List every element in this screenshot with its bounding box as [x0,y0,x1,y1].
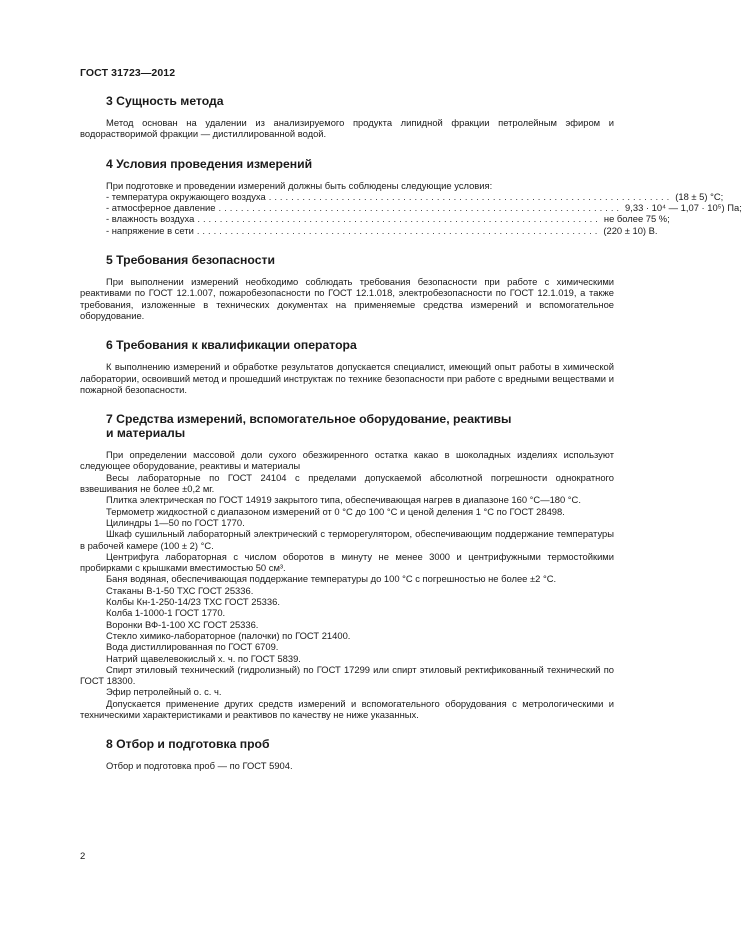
list-item: Термометр жидкостной с диапазоном измерений от 0 °С до 100 °С и ценой деления 1 °С по ГОСТ 28498. [106,505,565,517]
list-item: Колбы Кн-1-250-14/23 ТХС ГОСТ 25336. [106,596,280,608]
list-item: Воронки ВФ-1-100 ХС ГОСТ 25336. [106,618,259,630]
condition-value: не более 75 %; [603,213,670,225]
condition-value: (220 ± 10) В. [603,224,658,236]
section-5 [80,253,614,321]
section-3 [80,94,614,140]
section-7-title-line1: 7 Средства измерений, вспомогательное оборудование, реактивы [106,412,512,427]
leader-dots: ........................................................................ [218,202,623,214]
condition-humidity [80,213,670,225]
list-item: Спирт этиловый технический (гидролизный) по ГОСТ 17299 или спирт этиловый ректификованный технический по ГОСТ 18300. [80,663,614,687]
section-7-title-line2: и материалы [106,426,186,441]
list-item: Вода дистиллированная по ГОСТ 6709. [106,641,279,653]
list-item: Эфир петролейный о. с. ч. [106,686,222,698]
list-item: Цилиндры 1—50 по ГОСТ 1770. [106,516,245,528]
list-item: При определении массовой доли сухого обезжиренного остатка какао в шоколадных изделиях используют следующее оборудование, реактивы и материалы [80,449,614,472]
section-6-text: К выполнению измерений и обработке результатов допускается специалист, имеющий опыт работы в химической лаборатории, освоивший метод и прошедший инструктаж по технике безопасности при работе с вредными веществами и пожарной безопасности. [80,361,614,395]
section-4 [80,156,742,236]
section-6-title: 6 Требования к квалификации оператора [106,338,357,353]
list-item: Центрифуга лабораторная с числом оборотов в минуту не менее 3000 и центрифужными термостойкими пробирками с крышками вместимостью 50 см³. [80,550,614,574]
list-item: Плитка электрическая по ГОСТ 14919 закрытого типа, обеспечивающая нагрев в диапазоне 160 °С—180 °С. [106,494,581,506]
list-item: Баня водяная, обеспечивающая поддержание температуры до 100 °С с погрешностью не более ±2 °С. [106,573,557,585]
list-item: Стаканы В-1-50 ТХС ГОСТ 25336. [106,584,254,596]
list-item: Натрий щавелевокислый х. ч. по ГОСТ 5839. [106,652,301,664]
section-5-title: 5 Требования безопасности [106,253,275,268]
section-4-intro: При подготовке и проведении измерений должны быть соблюдены следующие условия: [106,179,493,191]
condition-label: - атмосферное давление [106,202,216,214]
section-6 [80,338,614,395]
leader-dots: ........................................................................ [268,190,673,202]
condition-label: - влажность воздуха [106,213,195,225]
section-3-title: 3 Сущность метода [106,94,224,108]
section-7-title [80,412,614,440]
condition-temperature [80,190,724,202]
list-item: Шкаф сушильный лабораторный электрический с терморегулятором, обеспечивающим поддержание температуры в рабочей камере (100 ± 2) °С. [80,528,614,551]
section-3-text: Метод основан на удалении из анализируемого продукта липидной фракции петролейным эфиром и водорастворимой фракции — дистиллированной водой. [80,117,614,140]
list-item: Стекло химико-лабораторное (палочки) по ГОСТ 21400. [106,629,351,641]
leader-dots: ........................................................................ [197,213,601,225]
section-8-text: Отбор и подготовка проб — по ГОСТ 5904. [106,760,293,772]
document-header: ГОСТ 31723—2012 [80,67,176,79]
leader-dots: ........................................................................ [196,224,601,236]
condition-pressure [80,202,742,214]
section-5-text: При выполнении измерений необходимо соблюдать требования безопасности при работе с химическими реактивами по ГОСТ 12.1.007, пожаробезопасности по ГОСТ 12.1.018, электробезопасности по ГОСТ 12.1.019, а также требования, изложенные в технических документах на применяемые средства измерений и вспомогательное оборудование. [80,276,614,321]
condition-label: - температура окружающего воздуха [106,190,266,202]
condition-value: 9,33 · 10⁴ — 1,07 · 10⁵) Па; [625,202,742,214]
condition-label: - напряжение в сети [106,224,194,236]
page-number: 2 [80,851,86,862]
section-8-title: 8 Отбор и подготовка проб [106,737,270,752]
condition-value: (18 ± 5) °С; [675,190,724,202]
list-item: Колба 1-1000-1 ГОСТ 1770. [106,607,226,619]
section-7 [80,412,614,720]
section-4-title: 4 Условия проведения измерений [106,156,313,171]
list-item: Весы лабораторные по ГОСТ 24104 с пределами допускаемой абсолютной погрешности однократного взвешивания не более ±0,2 мг. [80,471,614,495]
list-item: Допускается применение других средств измерений и вспомогательного оборудования с метрологическими и техническими характеристиками и реактивов по качеству не ниже указанных. [80,697,614,720]
condition-voltage [80,224,658,236]
document-body [80,94,742,789]
section-8 [80,737,614,771]
